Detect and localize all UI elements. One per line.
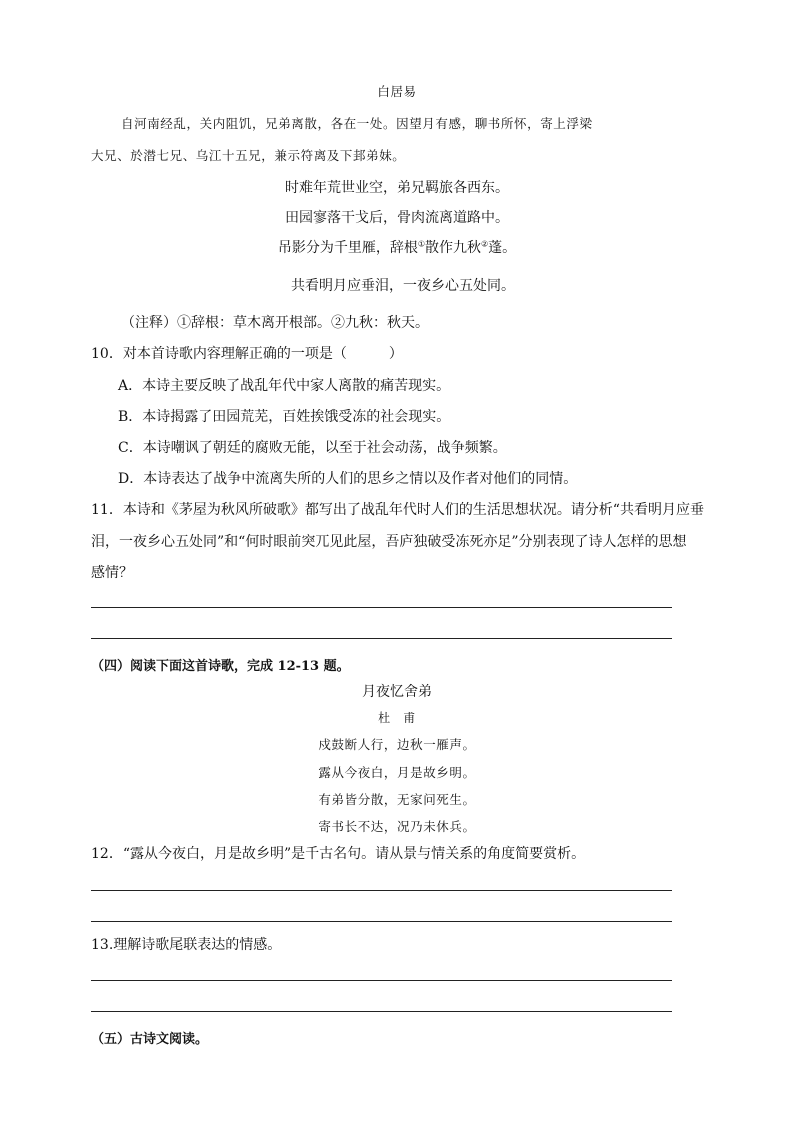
poem-verse: 有弟皆分散，无家问死生。 xyxy=(318,792,476,807)
section-5-heading: （五）古诗文阅读。 xyxy=(91,1032,209,1047)
poem-verse: 寄书长不达，况乃未休兵。 xyxy=(318,819,476,834)
poem-verse-2: 田园寥落干戈后，骨肉流离道路中。 xyxy=(285,210,509,226)
poem-title: 月夜忆舍弟 xyxy=(362,684,432,700)
question-10-option-d: D．本诗表达了战争中流离失所的人们的思乡之情以及作者对他们的同情。 xyxy=(118,471,578,487)
poem-note: （注释）①辞根：草木离开根部。②九秋：秋天。 xyxy=(121,315,429,331)
poem-verse-3-part-a: 吊影分为千里雁，辞根 xyxy=(277,240,418,256)
question-10-option-c: C．本诗嘲讽了朝廷的腐败无能，以至于社会动荡，战争频繁。 xyxy=(118,440,507,456)
poem-verse-3 xyxy=(0,237,794,257)
poem-preface-line-1: 自河南经乱，关内阻饥，兄弟离散，各在一处。因望月有感，聊书所怀，寄上浮梁 xyxy=(121,116,593,131)
answer-line xyxy=(91,890,672,891)
question-11-line-1: 11．本诗和《茅屋为秋风所破歌》都写出了战乱年代时人们的生活思想状况。请分析“共看明月应垂 xyxy=(91,502,704,518)
question-11-line-2: 泪，一夜乡心五处同”和“何时眼前突兀见此屋，吾庐独破受冻死亦足”分别表现了诗人怎样的思想 xyxy=(91,534,687,550)
question-10-stem: 10．对本首诗歌内容理解正确的一项是（ ） xyxy=(91,346,403,362)
poem-verse-3-part-b: 散作九秋 xyxy=(425,240,481,256)
poem-verse: 露从今夜白，月是故乡明。 xyxy=(318,765,476,780)
footnote-marker-2: ② xyxy=(481,239,489,249)
question-11-line-3: 感情？ xyxy=(91,565,133,581)
poem-author: 杜 甫 xyxy=(378,711,416,725)
question-12-stem: 12．“露从今夜白，月是故乡明”是千古名句。请从景与情关系的角度简要赏析。 xyxy=(91,846,586,862)
question-10-option-b: B．本诗揭露了田园荒芜，百姓挨饿受冻的社会现实。 xyxy=(118,409,451,425)
question-10-option-a: A．本诗主要反映了战乱年代中家人离散的痛苦现实。 xyxy=(118,378,451,394)
poem-verse-3-part-c: 蓬。 xyxy=(488,240,517,256)
question-13-stem: 13.理解诗歌尾联表达的情感。 xyxy=(91,937,282,953)
poem-verse: 戍鼓断人行，边秋一雁声。 xyxy=(318,737,476,752)
answer-line xyxy=(91,638,672,639)
answer-line xyxy=(91,1011,672,1012)
answer-line xyxy=(91,921,672,922)
answer-line xyxy=(91,607,672,608)
poem-preface-line-2: 大兄、於潜七兄、乌江十五兄，兼示符离及下邽弟妹。 xyxy=(91,148,406,163)
poem-author: 白居易 xyxy=(377,84,417,99)
footnote-marker-1: ① xyxy=(417,239,425,249)
section-4-heading: （四）阅读下面这首诗歌，完成 12-13 题。 xyxy=(91,659,350,674)
poem-verse-1: 时难年荒世业空，弟兄羁旅各西东。 xyxy=(285,180,509,196)
poem-verse-4: 共看明月应垂泪，一夜乡心五处同。 xyxy=(291,278,515,294)
answer-line xyxy=(91,980,672,981)
